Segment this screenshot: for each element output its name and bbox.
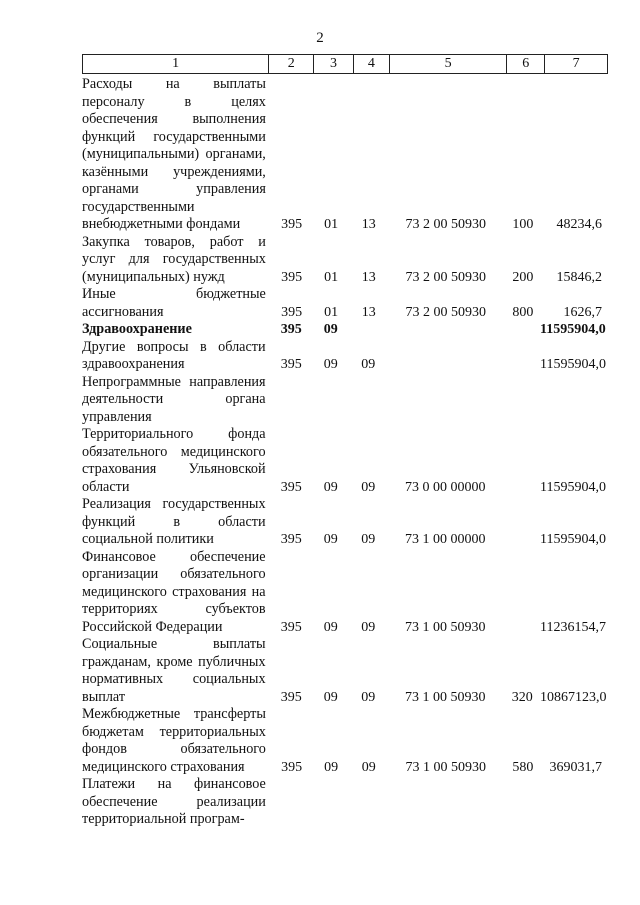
row-subsection: 09 bbox=[361, 532, 376, 547]
row-name: Здравоохранение bbox=[82, 321, 192, 337]
row-admin-code: 395 bbox=[281, 269, 303, 285]
row-section: 09 bbox=[323, 322, 338, 337]
table-row bbox=[82, 496, 608, 549]
row-name: Платежи на финансовое обеспечение реализации территориальной програм- bbox=[82, 776, 266, 827]
row-expense-type: 800 bbox=[512, 304, 534, 320]
row-admin-code: 395 bbox=[280, 322, 302, 337]
row-amount: 11595904,0 bbox=[539, 532, 606, 547]
row-target-article: 73 2 00 50930 bbox=[405, 217, 487, 232]
header-col-6: 6 bbox=[507, 55, 545, 73]
row-amount: 48234,6 bbox=[556, 217, 602, 232]
row-target-article: 73 1 00 00000 bbox=[404, 532, 486, 547]
table-row bbox=[82, 339, 608, 374]
row-admin-code: 395 bbox=[281, 304, 303, 320]
row-name: Межбюджетные трансферты бюджетам территориальных фондов обязательного медицинского страхования bbox=[82, 706, 266, 775]
table-row bbox=[82, 776, 608, 829]
row-subsection: 13 bbox=[361, 217, 376, 232]
row-section: 01 bbox=[324, 217, 339, 232]
row-target-article: 73 2 00 50930 bbox=[405, 269, 487, 285]
row-subsection: 09 bbox=[361, 759, 376, 775]
row-section: 09 bbox=[323, 689, 338, 705]
row-section: 09 bbox=[323, 532, 338, 547]
row-amount: 10867123,0 bbox=[539, 689, 607, 705]
row-amount: 369031,7 bbox=[549, 759, 602, 775]
table-row bbox=[82, 234, 608, 287]
row-name: Иные бюджетные ассигнования bbox=[82, 286, 266, 320]
row-subsection: 09 bbox=[361, 479, 376, 495]
row-section: 01 bbox=[324, 269, 339, 285]
row-name: Социальные выплаты гражданам, кроме публичных нормативных социальных выплат bbox=[82, 636, 266, 705]
row-amount: 11595904,0 bbox=[539, 322, 606, 337]
table-row bbox=[82, 374, 608, 497]
header-col-3: 3 bbox=[314, 55, 354, 73]
row-section: 09 bbox=[324, 759, 339, 775]
row-section: 01 bbox=[324, 304, 339, 320]
table-row bbox=[82, 321, 608, 339]
row-subsection: 09 bbox=[361, 689, 376, 705]
table-body bbox=[82, 76, 608, 829]
row-name: Финансовое обеспечение организации обязательного медицинского страхования на территориях субъектов Российской Федерации bbox=[82, 548, 266, 635]
row-subsection: 09 bbox=[361, 619, 376, 635]
row-admin-code: 395 bbox=[280, 479, 302, 495]
row-amount: 11236154,7 bbox=[539, 619, 606, 635]
row-section: 09 bbox=[323, 619, 338, 635]
row-expense-type: 320 bbox=[511, 689, 533, 705]
header-col-5: 5 bbox=[390, 55, 508, 73]
table-row bbox=[82, 286, 608, 321]
row-target-article: 73 1 00 50930 bbox=[404, 619, 486, 635]
row-expense-type: 200 bbox=[512, 269, 534, 285]
row-admin-code: 395 bbox=[280, 532, 302, 547]
header-col-1: 1 bbox=[83, 55, 269, 73]
row-section: 09 bbox=[323, 479, 338, 495]
row-subsection: 13 bbox=[361, 269, 376, 285]
row-subsection: 09 bbox=[361, 357, 376, 372]
row-subsection: 13 bbox=[361, 304, 376, 320]
row-expense-type: 100 bbox=[512, 217, 534, 232]
row-target-article: 73 0 00 00000 bbox=[404, 479, 486, 495]
header-col-2: 2 bbox=[269, 55, 314, 73]
page-number: 2 bbox=[316, 30, 324, 46]
row-admin-code: 395 bbox=[281, 759, 303, 775]
header-col-7: 7 bbox=[572, 56, 580, 71]
header-col-4: 4 bbox=[354, 55, 390, 73]
row-admin-code: 395 bbox=[280, 357, 302, 372]
row-name: Реализация государственных функций в области социальной политики bbox=[82, 496, 266, 547]
table-row bbox=[82, 76, 608, 234]
row-section: 09 bbox=[323, 357, 338, 372]
row-target-article: 73 1 00 50930 bbox=[404, 689, 486, 705]
row-amount: 11595904,0 bbox=[539, 479, 606, 495]
row-name: Другие вопросы в области здравоохранения bbox=[82, 338, 266, 372]
row-admin-code: 395 bbox=[281, 217, 303, 232]
row-target-article: 73 1 00 50930 bbox=[405, 759, 487, 775]
table-row bbox=[82, 706, 608, 776]
row-admin-code: 395 bbox=[280, 619, 302, 635]
table-row bbox=[82, 549, 608, 637]
row-amount: 15846,2 bbox=[556, 269, 602, 285]
row-name: Расходы на выплаты персоналу в целях обеспечения выполнения функций государственными (муниципальными) органами, казёнными учреждениями, органами управления государственными внебюджетными фондами bbox=[82, 76, 266, 232]
row-name: Закупка товаров, работ и услуг для государственных (муниципальных) нужд bbox=[82, 233, 266, 285]
row-amount: 1626,7 bbox=[563, 304, 602, 320]
table-row bbox=[82, 636, 608, 706]
row-admin-code: 395 bbox=[280, 689, 302, 705]
row-target-article: 73 2 00 50930 bbox=[405, 304, 487, 320]
row-expense-type: 580 bbox=[512, 759, 534, 775]
row-amount: 11595904,0 bbox=[539, 357, 606, 372]
table-header bbox=[82, 54, 608, 74]
row-name: Непрограммные направления деятельности органа управления Территориального фонда обязательного медицинского страхования Ульяновской области bbox=[82, 373, 266, 495]
